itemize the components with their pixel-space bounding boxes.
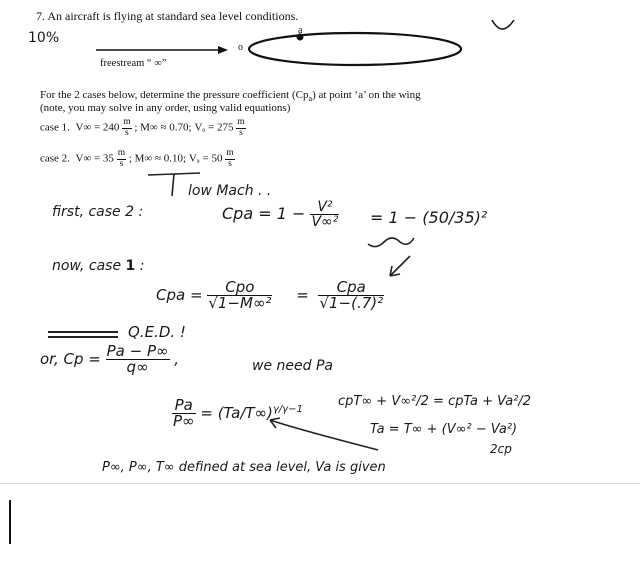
temperature-ratio: (Ta/T∞): [217, 404, 273, 422]
energy-equation: cpT∞ + V∞²/2 = cpTa + Va²/2: [338, 394, 532, 409]
eq-sign-2: =: [296, 286, 309, 304]
problem-title: 7. An aircraft is flying at standard sea level conditions.: [36, 9, 299, 23]
we-need-note: we need Pa: [252, 358, 333, 374]
cpo-over-sqrt: $\frac{\text{Cpo}}{\text{√1−M∞²}}$: [208, 278, 272, 312]
v-ratio-fraction: $\frac{\text{V²}}{\text{V∞²}}$: [311, 199, 339, 230]
two-cp-denominator: 2cp: [490, 442, 512, 456]
case2-unit-1: $\frac{m}{s}$: [117, 148, 126, 169]
case1-va: Vₐ = 275: [194, 121, 234, 134]
now-case-text: now, case: [52, 258, 122, 274]
intro-part2: ) at point ‘a’ on the wing: [312, 89, 421, 101]
gamma-exponent: γ/γ−1: [272, 404, 303, 415]
ta-equation: [370, 422, 517, 437]
case2-label: case 2.: [40, 152, 70, 165]
intro-sub: a: [308, 94, 313, 104]
ta-expression: Ta = T∞ + (V∞² − Va²): [370, 422, 518, 437]
case1-minf: ; M∞ ≈ 0.70;: [134, 121, 192, 134]
intro-part1: For the 2 cases below, determine the pressure coefficient (Cp: [40, 89, 309, 101]
qed-note: Q.E.D. !: [128, 323, 186, 341]
eq-sign-3: =: [200, 404, 213, 422]
case2-minf: ; M∞ ≈ 0.10;: [128, 152, 187, 165]
cp-definition: [40, 344, 179, 375]
note-line: (note, you may solve in any order, using valid equations): [40, 102, 291, 114]
now-case-note: [52, 258, 144, 274]
point-o-label: o: [238, 42, 243, 53]
answer-divider: [0, 483, 640, 484]
cpa-numeric-case2: [370, 208, 487, 227]
case1-vinf: V∞ = 240: [75, 121, 120, 134]
squiggle-mark: [368, 238, 414, 247]
case2-unit-2: $\frac{m}{s}$: [226, 148, 234, 169]
defined-note: P∞, P∞, T∞ defined at sea level, Va is given: [102, 460, 386, 475]
qed-underline: [48, 332, 118, 337]
case-colon: :: [139, 258, 145, 274]
case-number: 1: [125, 258, 136, 274]
point-a-label: a: [298, 25, 303, 36]
grade-annotation: 10%: [28, 30, 60, 46]
case1-unit-1: $\frac{m}{s}$: [123, 117, 131, 138]
arrow-to-cpa: [390, 256, 410, 276]
case2-vinf: V∞ = 35: [75, 152, 114, 165]
eq-one-minus: = 1 −: [370, 208, 418, 227]
pa-over-pinf: $\frac{Pa}{P\infty}$: [173, 396, 195, 430]
first-case-note: first, case 2 :: [52, 204, 144, 220]
case1-unit-2: $\frac{m}{s}$: [237, 117, 245, 138]
case1-label: case 1.: [40, 121, 70, 134]
eq-sign-1: =: [189, 286, 203, 304]
velocity-ratio: (50/35)²: [422, 208, 488, 227]
pressure-diff-fraction: $\frac{Pa - P\infty}{q\infty}$: [106, 342, 169, 376]
cpa-equation-case2: [222, 200, 339, 229]
low-mach-note: low Mach . .: [188, 183, 272, 199]
cpa-label: Cpa: [156, 286, 186, 304]
case2-va: Vₐ = 50: [188, 152, 223, 165]
text-cursor[interactable]: [9, 500, 11, 544]
isentropic-relation: [172, 398, 303, 429]
freestream-label: freestream “ ∞”: [100, 58, 167, 69]
or-cp-text: or, Cp =: [40, 350, 101, 368]
cpa-over-sqrt-07: $\frac{\text{Cpa}}{\text{√1−(.7)²}}$: [319, 278, 384, 312]
comma-mark: ,: [174, 350, 180, 368]
prandtl-glauert-equation: [156, 280, 384, 311]
cpa-lhs: Cpa = 1 −: [222, 204, 306, 223]
